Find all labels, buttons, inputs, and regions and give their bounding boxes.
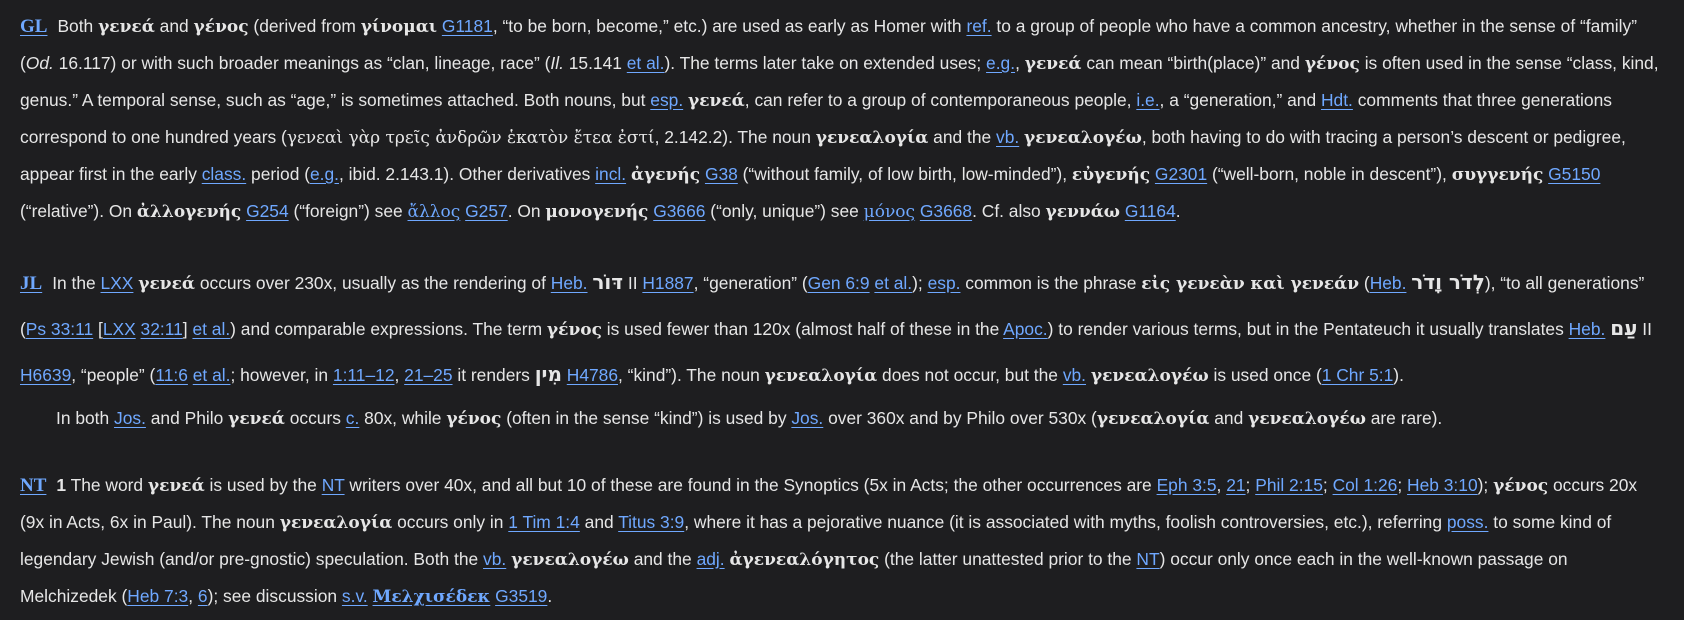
greek-term: γενεαλογέω	[1248, 409, 1366, 429]
text-run: is used once (	[1208, 365, 1322, 385]
text-run: , “kind”). The noun	[618, 365, 765, 385]
section-label-gl[interactable]: GL	[20, 16, 48, 37]
text-run: ]	[182, 319, 193, 339]
text-run: occurs 20x (9x in Acts, 6x in Paul). The noun	[20, 475, 1638, 532]
cross-reference-link[interactable]: ref.	[966, 16, 992, 36]
greek-term: γενεά	[1024, 54, 1082, 74]
italic-citation: Il.	[550, 53, 564, 73]
greek-term: γενεαλογία	[279, 513, 393, 533]
greek-term: γενεαλογία	[1096, 409, 1210, 429]
cross-reference-link[interactable]: H1887	[642, 273, 694, 293]
cross-reference-link[interactable]: G3666	[653, 201, 706, 221]
text-run: , 2.142.2). The noun	[654, 127, 816, 147]
text-run: , “to be born, become,” etc.) are used as early as Homer with	[492, 16, 967, 36]
text-run: ;	[1245, 475, 1256, 495]
text-run: , ibid. 2.143.1). Other derivatives	[339, 164, 596, 184]
hebrew-term: עַם	[1610, 316, 1638, 340]
text-run: and Philo	[145, 408, 229, 428]
cross-reference-link[interactable]: G1181	[441, 16, 493, 36]
cross-reference-link[interactable]: et al.	[874, 273, 913, 293]
cross-reference-link[interactable]: Jos.	[114, 408, 146, 428]
cross-reference-link[interactable]: ἄλλος	[407, 202, 461, 222]
cross-reference-link[interactable]: Heb.	[1369, 273, 1407, 293]
greek-term: γενεαλογία	[764, 366, 878, 386]
jl-text	[20, 270, 1652, 386]
text-run: ;	[1322, 475, 1333, 495]
text-run: and the	[928, 127, 996, 147]
text-run: is used by the	[204, 475, 322, 495]
greek-term: γενεά	[138, 274, 196, 294]
nt-text	[20, 475, 1637, 606]
greek-term: γένος	[1304, 54, 1360, 74]
text-run: are rare).	[1365, 408, 1443, 428]
text-run: period (	[246, 164, 310, 184]
text-run: to a group of people who have a common ancestry, whether in the sense of “family” (	[20, 16, 1637, 73]
hebrew-term: לְדֹר וָדֹר	[1411, 270, 1485, 294]
nt-section	[20, 467, 1664, 615]
cross-reference-link[interactable]: Hdt.	[1320, 90, 1353, 110]
gl-text	[20, 16, 1659, 221]
text-run: ) and comparable expressions. The term	[230, 319, 547, 339]
cross-reference-link[interactable]: class.	[201, 164, 247, 184]
cross-reference-link[interactable]: Col 1:26	[1332, 475, 1398, 495]
greek-term: ἀγενής	[630, 165, 701, 185]
text-run: (often in the sense “kind”) is used by	[501, 408, 792, 428]
sense-number: 1	[56, 475, 67, 495]
text-run: In both	[56, 408, 115, 428]
text-run: ,	[1015, 53, 1025, 73]
text-run: and	[154, 16, 194, 36]
text-run: .	[1175, 201, 1181, 221]
text-run: (	[1359, 273, 1370, 293]
cross-reference-link[interactable]: LXX	[102, 319, 136, 339]
jl-indent-text	[56, 408, 1442, 428]
text-run: (“relative”). On	[20, 201, 137, 221]
cross-reference-link[interactable]: vb.	[1062, 365, 1087, 385]
text-run: ). The terms later take on extended uses;	[664, 53, 987, 73]
text-run: , where it has a pejorative nuance (it is associated with myths, foolish controversies, etc.), referring	[684, 512, 1447, 532]
greek-term: γενεά	[147, 476, 205, 496]
text-run: . Cf. also	[972, 201, 1046, 221]
text-run: (“well-born, noble in descent”),	[1207, 164, 1452, 184]
text-run: it renders	[452, 365, 535, 385]
text-run: In the	[52, 273, 101, 293]
greek-term: γενεαλογέω	[511, 550, 629, 570]
cross-reference-link[interactable]: Heb.	[550, 273, 588, 293]
cross-reference-link[interactable]: G3519	[495, 586, 548, 606]
cross-reference-link[interactable]: NT	[1136, 549, 1160, 569]
cross-reference-link[interactable]: 11:6	[155, 365, 188, 385]
greek-term: γεννάω	[1045, 202, 1120, 222]
cross-reference-link[interactable]: esp.	[927, 273, 961, 293]
cross-reference-link[interactable]: i.e.	[1136, 90, 1160, 110]
cross-reference-link[interactable]: Titus 3:9	[618, 512, 685, 532]
cross-reference-link[interactable]: 21	[1226, 475, 1246, 495]
text-run: (derived from	[248, 16, 361, 36]
text-run: Both	[57, 16, 99, 36]
cross-reference-link[interactable]: et al.	[192, 319, 231, 339]
greek-term: γενεαλογία	[815, 128, 929, 148]
text-run: ,	[1216, 475, 1227, 495]
cross-reference-link[interactable]: G3668	[919, 201, 973, 221]
cross-reference-link[interactable]: Heb.	[1568, 319, 1606, 339]
greek-term: συγγενής	[1451, 165, 1544, 185]
cross-reference-link[interactable]: adj.	[696, 549, 725, 569]
greek-term: εὐγενής	[1071, 165, 1151, 185]
cross-reference-link[interactable]: s.v.	[341, 586, 368, 606]
cross-reference-link[interactable]: Gen 6:9	[807, 273, 870, 293]
text-run: ; however, in	[230, 365, 333, 385]
gl-section	[20, 8, 1664, 230]
text-run: and	[1209, 408, 1249, 428]
cross-reference-link[interactable]: G1164	[1124, 201, 1176, 221]
greek-term: γενεαλογέω	[1090, 366, 1209, 386]
text-run: (“only, unique”) see	[705, 201, 864, 221]
cross-reference-link[interactable]: H4786	[566, 365, 619, 385]
text-run: II	[623, 273, 643, 293]
cross-reference-link[interactable]: 21–25	[404, 365, 453, 385]
cross-reference-link[interactable]: 1:11–12	[332, 365, 395, 385]
cross-reference-link[interactable]: Heb 3:10	[1407, 475, 1478, 495]
cross-reference-link[interactable]: 1 Chr 5:1	[1321, 365, 1394, 385]
cross-reference-link[interactable]: 1 Tim 1:4	[508, 512, 580, 532]
cross-reference-link[interactable]: G38	[704, 164, 738, 184]
cross-reference-link[interactable]: G254	[246, 201, 289, 221]
text-run: occurs	[284, 408, 346, 428]
cross-reference-link[interactable]: Phil 2:15	[1255, 475, 1323, 495]
greek-term: γενεά	[228, 409, 285, 429]
text-run: over 360x and by Philo over 530x (	[823, 408, 1097, 428]
cross-reference-link[interactable]: 32:11	[140, 319, 183, 339]
greek-term: ἀγενεαλόγητος	[729, 550, 880, 570]
greek-term: γενεά	[688, 91, 745, 111]
text-run: ).	[1393, 365, 1404, 385]
cross-reference-link[interactable]: e.g.	[986, 53, 1016, 73]
text-run: does not occur, but the	[877, 365, 1063, 385]
text-run: , a “generation,” and	[1159, 90, 1321, 110]
cross-reference-link[interactable]: et al.	[626, 53, 665, 73]
cross-reference-link[interactable]: NT	[321, 475, 345, 495]
hebrew-term: מִין	[534, 362, 562, 386]
text-run: ) to render various terms, but in the Pentateuch it usually translates	[1047, 319, 1569, 339]
text-run: can mean “birth(place)” and	[1081, 53, 1305, 73]
text-run: [	[93, 319, 103, 339]
text-run: ); see discussion	[207, 586, 342, 606]
cross-reference-link[interactable]: Eph 3:5	[1156, 475, 1217, 495]
text-run: II	[1637, 319, 1652, 339]
greek-term: ἀλλογενής	[136, 202, 242, 222]
cross-reference-link[interactable]: Μελχισέδεκ	[372, 587, 491, 607]
cross-reference-link[interactable]: μόνος	[863, 202, 916, 222]
cross-reference-link[interactable]: G5150	[1548, 164, 1601, 184]
greek-term: μονογενής	[545, 202, 649, 222]
cross-reference-link[interactable]: Heb 7:3	[127, 586, 189, 606]
hebrew-term: דּוֹר	[592, 270, 624, 294]
cross-reference-link[interactable]: esp.	[650, 90, 684, 110]
text-run: common is the phrase	[960, 273, 1142, 293]
cross-reference-link[interactable]: poss.	[1446, 512, 1489, 532]
cross-reference-link[interactable]: H6639	[20, 365, 72, 385]
text-run: occurs over 230x, usually as the rendering of	[195, 273, 551, 293]
greek-term: γενεά	[98, 17, 155, 37]
greek-term: γένος	[1493, 476, 1549, 496]
cross-reference-link[interactable]: e.g.	[309, 164, 339, 184]
text-run: , both having to do with tracing a person’s descent or pedigree, appear first in the early	[20, 127, 1626, 184]
text-run: (the latter unattested prior to the	[879, 549, 1137, 569]
greek-term: γένος	[446, 409, 502, 429]
text-run: ), “to all generations” (	[20, 273, 1645, 339]
text-run: writers over 40x, and all but 10 of these are found in the Synoptics (5x in Acts; the other occurrences are	[344, 475, 1157, 495]
text-run: ;	[1397, 475, 1408, 495]
cross-reference-link[interactable]: G2301	[1154, 164, 1208, 184]
cross-reference-link[interactable]: incl.	[595, 164, 627, 184]
greek-term: γενεαλογέω	[1024, 128, 1142, 148]
cross-reference-link[interactable]: et al.	[192, 365, 231, 385]
cross-reference-link[interactable]: c.	[345, 408, 360, 428]
greek-term: εἰς γενεὰν καὶ γενεάν	[1141, 274, 1360, 294]
greek-term: γένος	[546, 320, 602, 340]
text-run: is used fewer than 120x (almost half of these in the	[601, 319, 1004, 339]
text-run: is often used in the sense “class, kind, genus.” A temporal sense, such as “age,” is sometimes attached. Both nouns, but	[20, 53, 1659, 110]
text-run: 15.141	[563, 53, 627, 73]
text-run: The word	[66, 475, 148, 495]
text-run: , “generation” (	[693, 273, 808, 293]
text-run: to some kind of legendary Jewish (and/or pre-gnostic) speculation. Both the	[20, 512, 1612, 569]
cross-reference-link[interactable]: G257	[465, 201, 508, 221]
text-run: . On	[507, 201, 546, 221]
text-run: 16.117) or with such broader meanings as “clan, lineage, race” (	[53, 53, 551, 73]
cross-reference-link[interactable]: LXX	[100, 273, 134, 293]
cross-reference-link[interactable]: vb.	[483, 549, 507, 569]
cross-reference-link[interactable]: Apoc.	[1003, 319, 1048, 339]
jl-indent-paragraph	[20, 398, 1664, 440]
text-run: ,	[394, 365, 405, 385]
cross-reference-link[interactable]: 6	[197, 586, 208, 606]
text-run: ,	[188, 586, 198, 606]
section-label-jl[interactable]: JL	[20, 273, 43, 294]
text-run: occurs only in	[392, 512, 509, 532]
italic-citation: Od.	[25, 53, 54, 73]
text-run: );	[1477, 475, 1494, 495]
jl-section	[20, 260, 1664, 398]
text-run: , can refer to a group of contemporaneous people,	[744, 90, 1137, 110]
cross-reference-link[interactable]: vb.	[996, 127, 1020, 147]
text-run: , “people” (	[71, 365, 156, 385]
text-run: and	[579, 512, 619, 532]
text-run: and the	[628, 549, 697, 569]
text-run: 80x, while	[359, 408, 447, 428]
greek-term: γένος	[193, 17, 249, 37]
greek-term: γενεαὶ γὰρ τρεῖς ἀνδρῶν ἑκατὸν ἔτεα ἐστί	[286, 128, 655, 148]
text-run: .	[547, 586, 553, 606]
greek-term: γίνομαι	[360, 17, 438, 37]
text-run: comments that three generations correspond to one hundred years (	[20, 90, 1612, 147]
cross-reference-link[interactable]: Jos.	[791, 408, 824, 428]
cross-reference-link[interactable]: Ps 33:11	[25, 319, 94, 339]
section-label-nt[interactable]: NT	[20, 475, 47, 496]
text-run: (“without family, of low birth, low-minded”),	[737, 164, 1072, 184]
text-run: (“foreign”) see	[288, 201, 408, 221]
text-run: );	[912, 273, 928, 293]
text-run: ) occur only once each in the well-known passage on Melchizedek (	[20, 549, 1568, 606]
